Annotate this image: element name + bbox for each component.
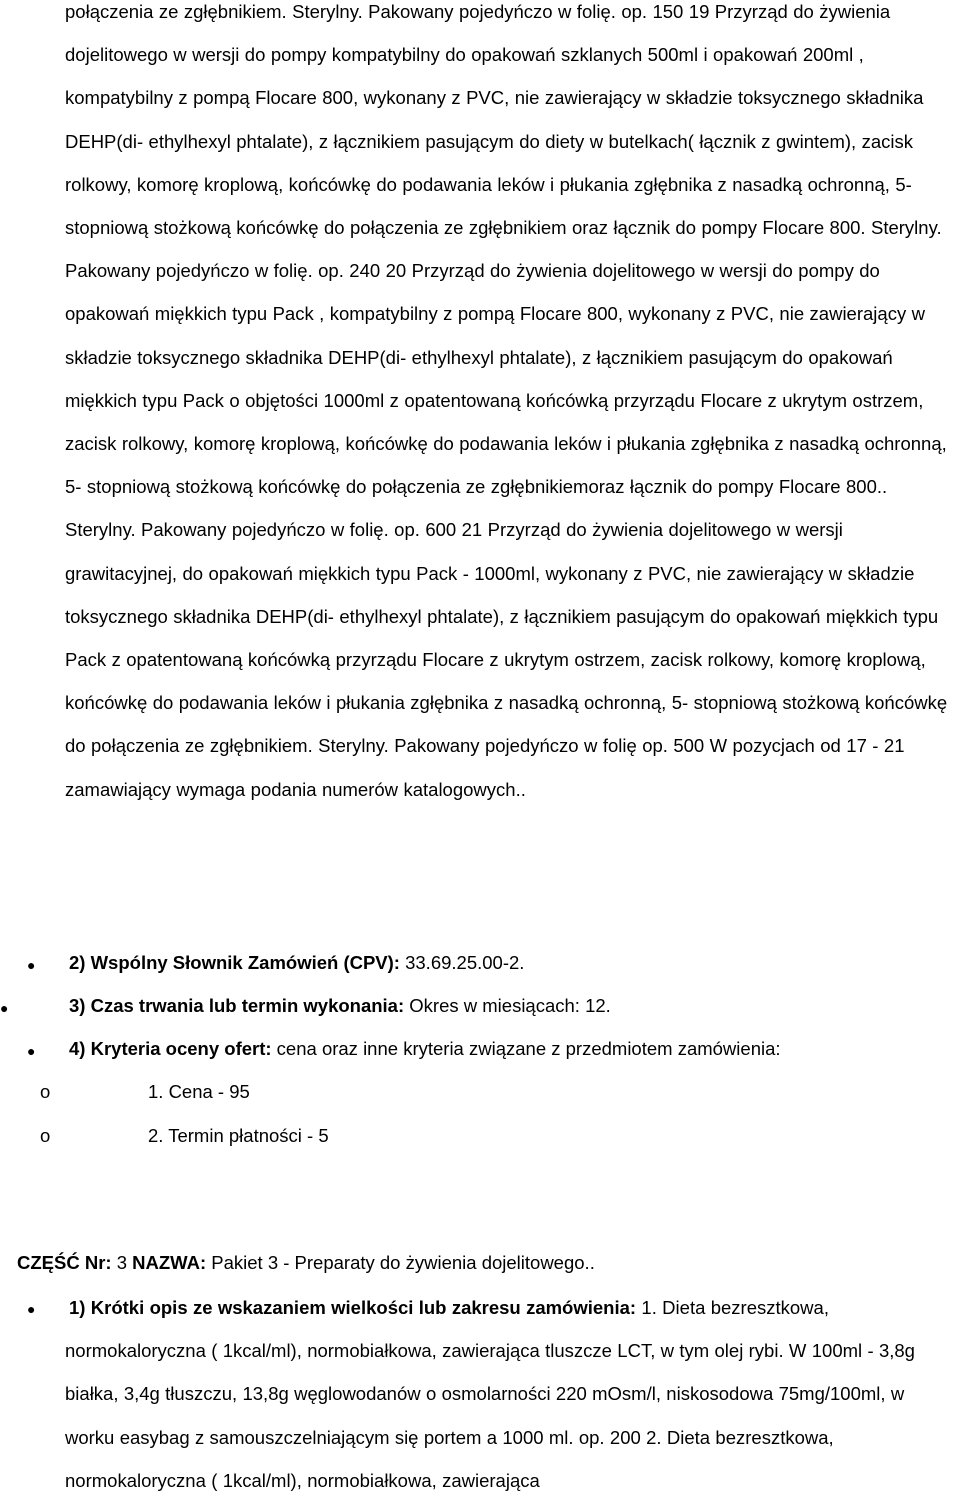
short-description-text: 1. Dieta bezresztkowa, normokaloryczna ( 1kcal/ml), normobiałkowa, zawierająca tluszcze LCT, w tym olej rybi. W 100ml - 3,8g białka, 3,4g tłuszczu, 13,8g węglowodanów o osmolarności 220 mOsm/l, niskosodowa 75mg/100ml, w worku easybag z samouszczelniającym się portem a 1000 ml. op. 200 2. Dieta bezresztkowa, normokaloryczna ( 1kcal/ml), normobiałkowa, zawierająca bbox=[65, 1297, 915, 1491]
duration-label: 3) Czas trwania lub termin wykonania: bbox=[69, 995, 405, 1016]
short-description-label: 1) Krótki opis ze wskazaniem wielkości lub zakresu zamówienia: bbox=[69, 1297, 637, 1318]
cpv-item bbox=[69, 951, 524, 975]
bullet-icon: ● bbox=[27, 1301, 36, 1317]
sub-bullet-icon: o bbox=[40, 1125, 51, 1146]
bullet-icon: ● bbox=[0, 1000, 9, 1016]
part-number: 3 bbox=[111, 1252, 133, 1273]
part-heading bbox=[17, 1251, 595, 1275]
bullet-icon: ● bbox=[27, 957, 36, 973]
criteria-value: cena oraz inne kryteria związane z przedmiotem zamówienia: bbox=[271, 1038, 781, 1059]
cpv-value: 33.69.25.00-2. bbox=[399, 952, 525, 973]
name-label: NAZWA: bbox=[132, 1252, 207, 1273]
cpv-label: 2) Wspólny Słownik Zamówień (CPV): bbox=[69, 952, 400, 973]
criteria-label: 4) Kryteria oceny ofert: bbox=[69, 1038, 272, 1059]
part-name: Pakiet 3 - Preparaty do żywienia dojelitowego.. bbox=[206, 1252, 595, 1273]
duration-item bbox=[69, 994, 611, 1018]
part-label: CZĘŚĆ Nr: bbox=[17, 1252, 112, 1273]
short-description-item bbox=[65, 1286, 953, 1502]
sub-bullet-icon: o bbox=[40, 1081, 51, 1102]
bullet-icon: ● bbox=[27, 1043, 36, 1059]
criteria-item bbox=[69, 1037, 781, 1061]
criterion-payment-term: 2. Termin płatności - 5 bbox=[148, 1125, 329, 1146]
specification-paragraph: połączenia ze zgłębnikiem. Sterylny. Pakowany pojedyńczo w folię. op. 150 19 Przyrząd do żywienia dojelitowego w wersji do pompy kompatybilny do opakowań szklanych 500ml i opakowań 200ml , kompatybilny z pompą Flocare 800, wykonany z PVC, nie zawierający w składzie toksycznego składnika DEHP(di- ethylhexyl phtalate), z łącznikiem pasującym do diety w butelkach( łącznik z gwintem), zacisk rolkowy, komorę kroplową, końcówkę do podawania leków i płukania zgłębnika z nasadką ochronną, 5- stopniową stożkową końcówkę do połączenia ze zgłębnikiem oraz łącznik do pompy Flocare 800. Sterylny. Pakowany pojedyńczo w folię. op. 240 20 Przyrząd do żywienia dojelitowego w wersji do pompy do opakowań miękkich typu Pack , kompatybilny z pompą Flocare 800, wykonany z PVC, nie zawierający w składzie toksycznego składnika DEHP(di- ethylhexyl phtalate), z łącznikiem pasującym do opakowań miękkich typu Pack o objętości 1000ml z opatentowaną końcówką przyrządu Flocare z ukrytym ostrzem, zacisk rolkowy, komorę kroplową, końcówkę do podawania leków i płukania zgłębnika z nasadką ochronną, 5- stopniową stożkową końcówkę do połączenia ze zgłębnikiemoraz łącznik do pompy Flocare 800.. Sterylny. Pakowany pojedyńczo w folię. op. 600 21 Przyrząd do żywienia dojelitowego w wersji grawitacyjnej, do opakowań miękkich typu Pack - 1000ml, wykonany z PVC, nie zawierający w składzie toksycznego składnika DEHP(di- ethylhexyl phtalate), z łącznikiem pasującym do opakowań miękkich typu Pack z opatentowaną końcówką przyrządu Flocare z ukrytym ostrzem, zacisk rolkowy, komorę kroplową, końcówkę do podawania leków i płukania zgłębnika z nasadką ochronną, 5- stopniową stożkową końcówkę do połączenia ze zgłębnikiem. Sterylny. Pakowany pojedyńczo w folię op. 500 W pozycjach od 17 - 21 zamawiający wymaga podania numerów katalogowych.. bbox=[65, 1, 948, 800]
criterion-price: 1. Cena - 95 bbox=[148, 1081, 250, 1102]
duration-value: Okres w miesiącach: 12. bbox=[404, 995, 611, 1016]
